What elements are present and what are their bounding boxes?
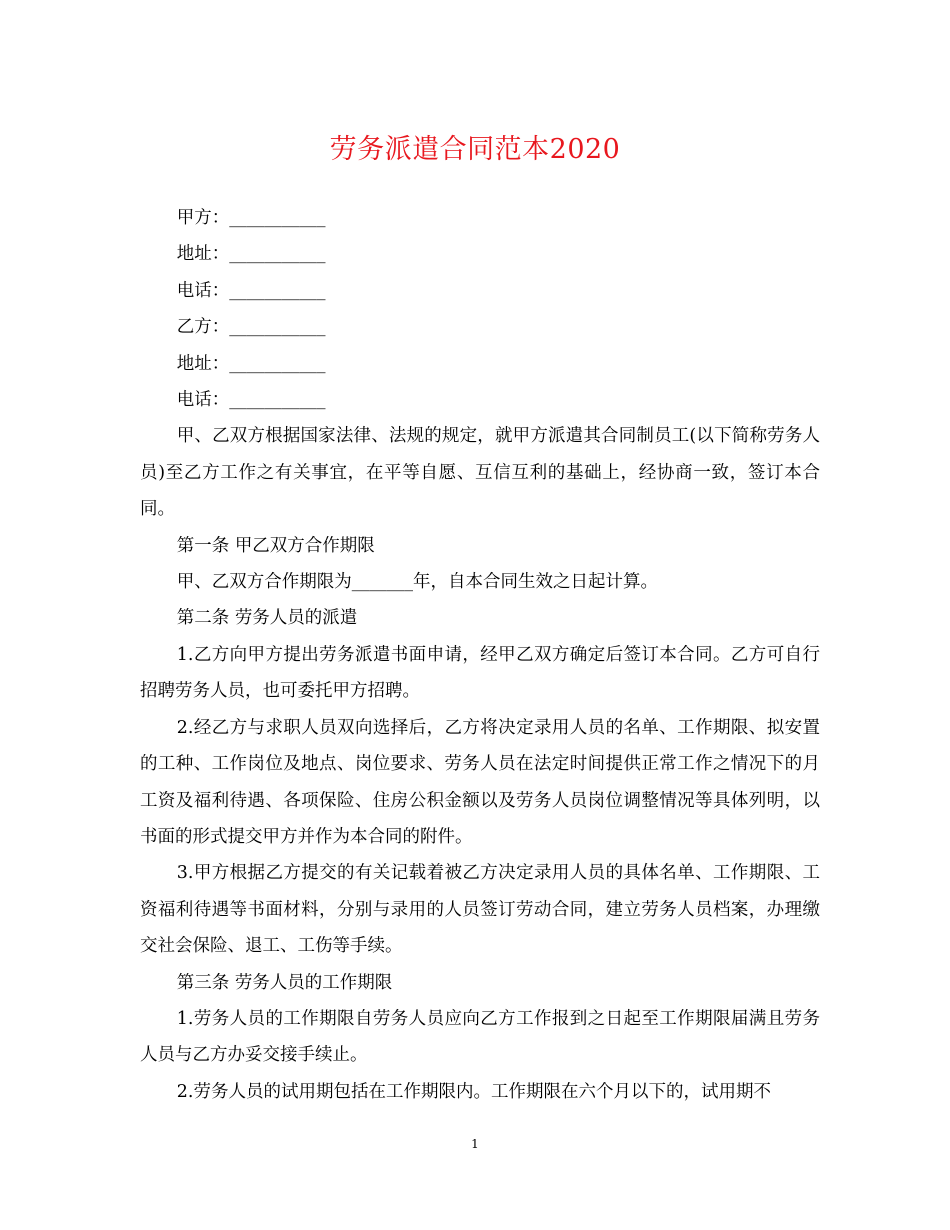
article-1-heading: 第一条 甲乙双方合作期限 [176, 535, 375, 556]
article-3-heading: 第三条 劳务人员的工作期限 [176, 972, 393, 993]
article-2-item-3: 3.甲方根据乙方提交的有关记载着被乙方决定录用人员的具体名单、工作期限、工资福利待遇等书面材料，分别与录用的人员签订劳动合同，建立劳务人员档案，办理缴交社会保险、退工、工伤等手续。 [140, 863, 820, 957]
document-title: 劳务派遣合同范本2020 [329, 134, 621, 165]
party-b-name-line: 乙方：___________ [176, 317, 326, 338]
article-2-item-2: 2.经乙方与求职人员双向选择后，乙方将决定录用人员的名单、工作期限、拟安置的工种、工作岗位及地点、岗位要求、劳务人员在法定时间提供正常工作之情况下的月工资及福利待遇、各项保险、住房公积金额以及劳务人员岗位调整情况等具体列明，以书面的形式提交甲方并作为本合同的附件。 [140, 717, 820, 847]
party-a-name-line: 甲方：___________ [176, 208, 326, 228]
page-number: 1 [471, 1137, 479, 1151]
article-3-item-1: 1.劳务人员的工作期限自劳务人员应向乙方工作报到之日起至工作期限届满且劳务人员与乙方办妥交接手续止。 [140, 1008, 820, 1066]
article-2-item-1: 1.乙方向甲方提出劳务派遣书面申请，经甲乙双方确定后签订本合同。乙方可自行招聘劳务人员，也可委托甲方招聘。 [140, 644, 820, 702]
article-2-heading: 第二条 劳务人员的派遣 [176, 608, 358, 629]
preamble-paragraph: 甲、乙双方根据国家法律、法规的规定，就甲方派遣其合同制员工(以下简称劳务人员)至乙方工作之有关事宜，在平等自愿、互信互利的基础上，经协商一致，签订本合同。 [140, 426, 820, 520]
party-b-address-line: 地址：___________ [176, 353, 326, 374]
article-1-paragraph: 甲、乙双方合作期限为_______年，自本合同生效之日起计算。 [176, 572, 658, 593]
party-b-phone-line: 电话：___________ [176, 390, 326, 411]
article-3-item-2: 2.劳务人员的试用期包括在工作期限内。工作期限在六个月以下的，试用期不 [176, 1081, 771, 1102]
party-a-phone-line: 电话：___________ [176, 280, 326, 301]
party-a-address-line: 地址：___________ [176, 244, 326, 265]
document-body [140, 200, 820, 1110]
